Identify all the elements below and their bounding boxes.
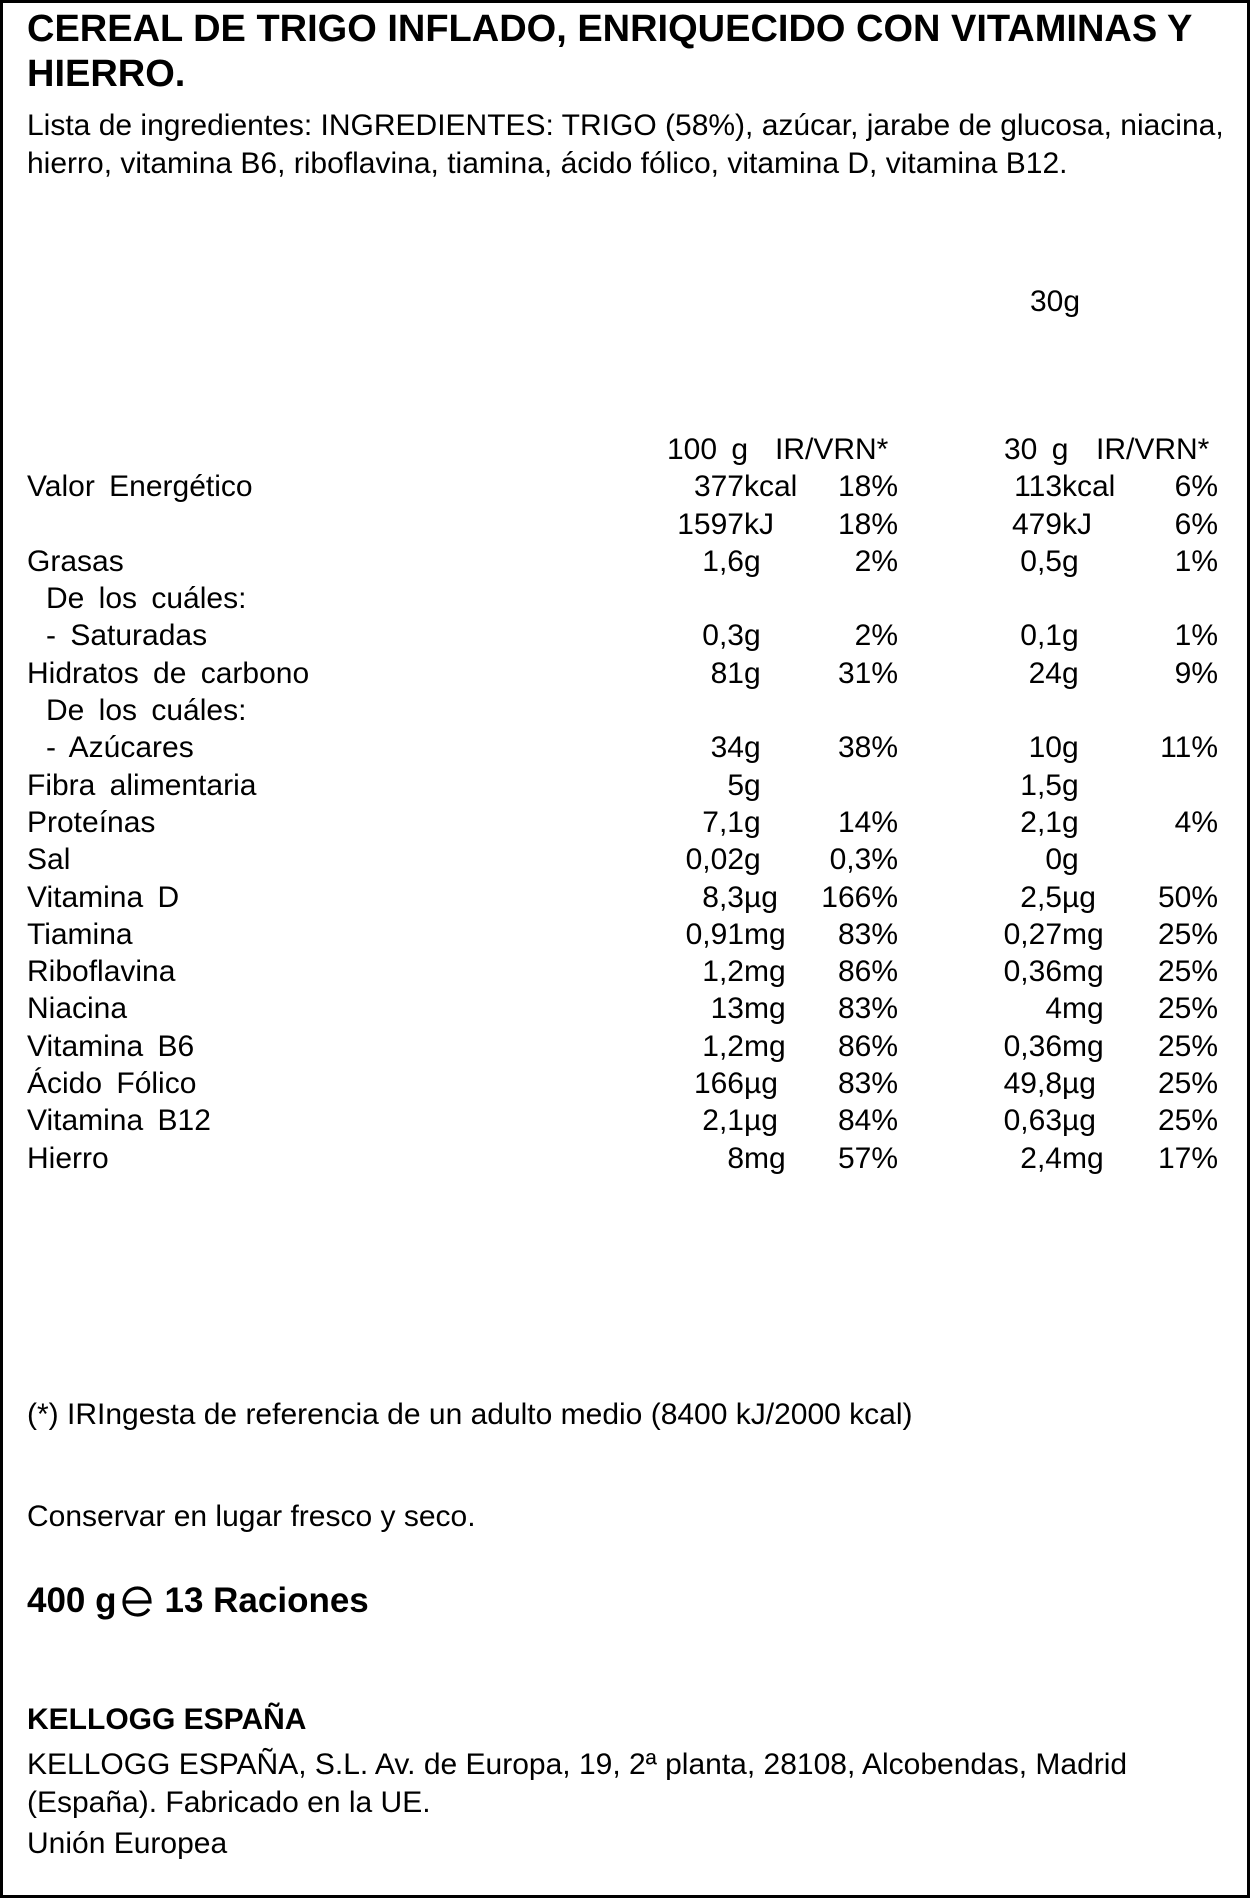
header-ir-100g: IR/VRN* (775, 433, 889, 466)
unit-100g: g (744, 619, 761, 653)
value-30g: 1,5 (1020, 768, 1062, 802)
nutrient-label: Vitamina B12 (27, 1104, 211, 1138)
value-30g: 2,5 (1020, 880, 1062, 914)
value-100g: 0,3 (702, 619, 744, 653)
unit-100g: mg (744, 917, 786, 951)
value-30g: 10 (1028, 731, 1062, 765)
value-30g: 0,27 (1003, 917, 1062, 951)
unit-30g: mg (1062, 955, 1104, 989)
ir-30g: 50% (1157, 880, 1218, 914)
ir-100g: 31% (837, 656, 898, 690)
nutrient-label: Hidratos de carbono (27, 656, 310, 690)
storage-instructions: Conservar en lugar fresco y seco. (27, 1500, 476, 1533)
unit-100g: g (744, 544, 761, 578)
unit-30g: g (1062, 768, 1079, 802)
unit-30g: µg (1062, 1104, 1096, 1138)
value-100g: 166 (693, 1067, 744, 1101)
unit-30g: g (1062, 544, 1079, 578)
unit-30g: g (1062, 805, 1079, 839)
nutrient-label: Sal (27, 843, 71, 877)
value-30g: 0,5 (1020, 544, 1062, 578)
nutrient-label: Tiamina (27, 917, 133, 951)
header-ir-30g: IR/VRN* (1096, 433, 1210, 466)
nutrient-label: Niacina (27, 992, 128, 1026)
value-100g: 0,02 (685, 843, 744, 877)
product-title: CEREAL DE TRIGO INFLADO, ENRIQUECIDO CON VITAMINAS Y HIERRO. (27, 8, 1192, 95)
value-100g: 0,91 (685, 917, 744, 951)
ir-100g: 83% (837, 917, 898, 951)
nutrient-label: Valor Energético (27, 470, 253, 504)
ir-100g: 18% (837, 507, 898, 541)
nutrient-label: Grasas (27, 544, 124, 578)
value-100g: 5 (727, 768, 744, 802)
ir-100g: 57% (837, 1141, 898, 1175)
serving-size: 30g (1030, 285, 1081, 318)
ir-100g: 0,3% (829, 843, 898, 877)
value-100g: 8,3 (702, 880, 744, 914)
ir-30g: 25% (1157, 1029, 1218, 1063)
ir-100g: 14% (837, 805, 898, 839)
value-100g: 1597 (677, 507, 744, 541)
unit-30g: kJ (1062, 507, 1092, 541)
ir-100g: 86% (837, 955, 898, 989)
value-100g: 1,2 (702, 1029, 744, 1063)
unit-30g: kcal (1062, 470, 1116, 504)
nutrient-label: De los cuáles: (46, 694, 247, 728)
nutrient-label: Proteínas (27, 805, 156, 839)
value-100g: 81 (710, 656, 744, 690)
unit-100g: µg (744, 1104, 778, 1138)
ir-30g: 25% (1157, 1067, 1218, 1101)
unit-100g: mg (744, 1029, 786, 1063)
unit-100g: mg (744, 1141, 786, 1175)
unit-30g: mg (1062, 992, 1104, 1026)
ir-30g: 1% (1174, 619, 1218, 653)
unit-100g: µg (744, 1067, 778, 1101)
value-100g: 7,1 (702, 805, 744, 839)
nutrient-label: Vitamina B6 (27, 1029, 195, 1063)
value-30g: 2,1 (1020, 805, 1062, 839)
ir-30g: 25% (1157, 1104, 1218, 1138)
ir-100g: 83% (837, 992, 898, 1026)
value-30g: 24 (1028, 656, 1062, 690)
unit-30g: µg (1062, 1067, 1096, 1101)
ingredients-list: Lista de ingredientes: INGREDIENTES: TRIGO (58%), azúcar, jarabe de glucosa, niacina, hierro, vitamina B6, riboflavina, tiamina, ácido fólico, vitamina D, vitamina B12. (27, 109, 1224, 180)
value-100g: 34 (710, 731, 744, 765)
unit-30g: g (1062, 731, 1079, 765)
reference-intake-footnote: (*) IRIngesta de referencia de un adulto medio (8400 kJ/2000 kcal) (27, 1398, 913, 1431)
ir-100g: 38% (837, 731, 898, 765)
value-30g: 2,4 (1020, 1141, 1062, 1175)
value-100g: 8 (727, 1141, 744, 1175)
value-30g: 49,8 (1003, 1067, 1062, 1101)
header-30g: 30 g (1004, 433, 1069, 466)
ir-100g: 2% (854, 544, 898, 578)
unit-30g: µg (1062, 880, 1096, 914)
servings-count: 13 Raciones (164, 1581, 369, 1620)
nutrient-label: Riboflavina (27, 955, 176, 989)
manufacturer-address: KELLOGG ESPAÑA, S.L. Av. de Europa, 19, 2ª planta, 28108, Alcobendas, Madrid (España). Fabricado en la UE. (27, 1748, 1128, 1819)
value-100g: 1,2 (702, 955, 744, 989)
value-30g: 479 (1011, 507, 1062, 541)
header-100g: 100 g (667, 433, 749, 466)
ir-100g: 18% (837, 470, 898, 504)
unit-30g: g (1062, 656, 1079, 690)
unit-100g: g (744, 768, 761, 802)
nutrient-label: Hierro (27, 1141, 109, 1175)
unit-30g: mg (1062, 917, 1104, 951)
ir-30g: 25% (1157, 917, 1218, 951)
unit-30g: mg (1062, 1029, 1104, 1063)
value-30g: 4 (1045, 992, 1062, 1026)
manufacturer-origin: Unión Europea (27, 1827, 228, 1860)
unit-100g: g (744, 843, 761, 877)
nutrient-label: De los cuáles: (46, 582, 247, 616)
unit-30g: g (1062, 843, 1079, 877)
value-30g: 0 (1045, 843, 1062, 877)
unit-100g: mg (744, 992, 786, 1026)
ir-30g: 6% (1174, 507, 1218, 541)
value-30g: 0,36 (1003, 955, 1062, 989)
value-100g: 2,1 (702, 1104, 744, 1138)
ir-30g: 1% (1174, 544, 1218, 578)
unit-100g: g (744, 731, 761, 765)
ir-100g: 83% (837, 1067, 898, 1101)
ir-100g: 84% (837, 1104, 898, 1138)
net-weight: 400 g (27, 1581, 117, 1620)
unit-30g: g (1062, 619, 1079, 653)
value-30g: 0,1 (1020, 619, 1062, 653)
unit-100g: µg (744, 880, 778, 914)
estimated-sign-icon (119, 1581, 155, 1621)
nutrient-label: - Saturadas (46, 619, 208, 653)
value-30g: 0,63 (1003, 1104, 1062, 1138)
unit-100g: kcal (744, 470, 798, 504)
value-100g: 377 (693, 470, 744, 504)
value-100g: 13 (710, 992, 744, 1026)
manufacturer-name: KELLOGG ESPAÑA (27, 1703, 307, 1736)
nutrient-label: - Azúcares (46, 731, 194, 765)
ir-100g: 86% (837, 1029, 898, 1063)
ir-30g: 25% (1157, 992, 1218, 1026)
ir-30g: 6% (1174, 470, 1218, 504)
nutrient-label: Vitamina D (27, 880, 180, 914)
unit-30g: mg (1062, 1141, 1104, 1175)
nutrient-label: Fibra alimentaria (27, 768, 257, 802)
ir-30g: 17% (1157, 1141, 1218, 1175)
ir-30g: 11% (1160, 731, 1218, 765)
unit-100g: mg (744, 955, 786, 989)
ir-30g: 4% (1174, 805, 1218, 839)
unit-100g: g (744, 656, 761, 690)
unit-100g: g (744, 805, 761, 839)
value-30g: 0,36 (1003, 1029, 1062, 1063)
value-30g: 113 (1014, 470, 1062, 504)
unit-100g: kJ (744, 507, 774, 541)
ir-30g: 25% (1157, 955, 1218, 989)
net-quantity (27, 1581, 369, 1621)
ir-100g: 166% (821, 880, 898, 914)
value-100g: 1,6 (702, 544, 744, 578)
ir-30g: 9% (1174, 656, 1218, 690)
ir-100g: 2% (854, 619, 898, 653)
nutrient-label: Ácido Fólico (27, 1067, 197, 1101)
